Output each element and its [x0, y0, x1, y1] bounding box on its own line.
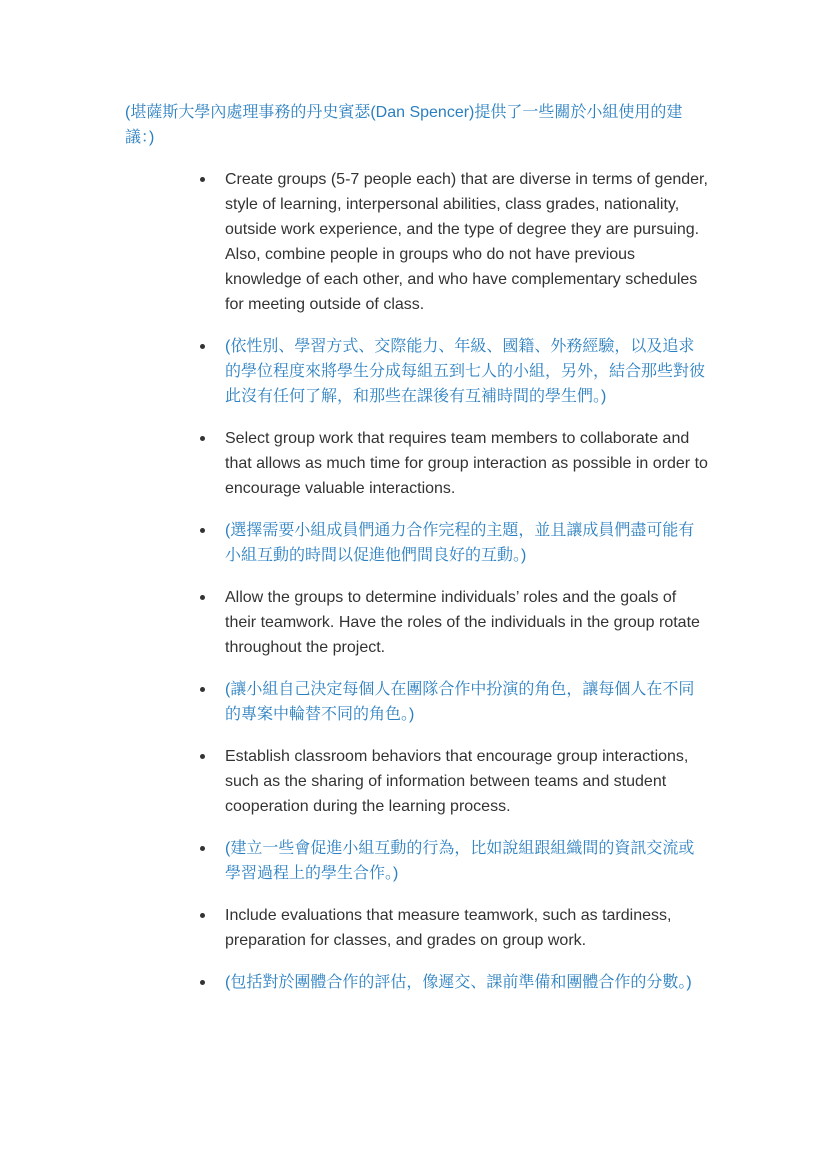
- bullet-icon: [200, 344, 205, 349]
- list-item-chinese: [200, 970, 710, 995]
- bullet-icon: [200, 846, 205, 851]
- list-item-text: (建立一些會促進小組互動的行為，比如說組跟組織間的資訊交流或學習過程上的學生合作。): [225, 840, 695, 882]
- bullet-icon: [200, 436, 205, 441]
- list-item-text: (選擇需要小組成員們通力合作完程的主題，並且讓成員們盡可能有小組互動的時間以促進他們間良好的互動。): [225, 522, 695, 564]
- list-item-text: Establish classroom behaviors that encourage group interactions, such as the sharing of information between teams and student cooperation during the learning process.: [225, 748, 689, 815]
- bullet-icon: [200, 754, 205, 759]
- list-item-chinese: [200, 836, 710, 886]
- list-item-english: [200, 744, 710, 819]
- intro-paragraph: (堪薩斯大學內處理事務的丹史賓瑟(Dan Spencer)提供了一些關於小組使用的建議：): [125, 104, 683, 146]
- list-item-text: Allow the groups to determine individuals’ roles and the goals of their teamwork. Have the roles of the individuals in the group rotate throughout the project.: [225, 589, 700, 656]
- bullet-icon: [200, 687, 205, 692]
- list-item-text: Include evaluations that measure teamwork, such as tardiness, preparation for classes, and grades on group work.: [225, 907, 672, 949]
- list-item-text: Create groups (5-7 people each) that are diverse in terms of gender, style of learning, interpersonal abilities, class grades, nationality, outside work experience, and the type of degree they are pursuing. Also, combine people in groups who do not have previous knowledge of each other, and who have complementary schedules for meeting outside of class.: [225, 171, 708, 313]
- bullet-icon: [200, 913, 205, 918]
- list-item-chinese: [200, 334, 710, 409]
- list-item-text: (包括對於團體合作的評估，像遲交、課前準備和團體合作的分數。): [225, 974, 692, 991]
- list-item-text: Select group work that requires team members to collaborate and that allows as much time for group interaction as possible in order to encourage valuable interactions.: [225, 430, 708, 497]
- list-item-text: (依性別、學習方式、交際能力、年級、國籍、外務經驗，以及追求的學位程度來將學生分成每組五到七人的小組，另外，結合那些對彼此沒有任何了解，和那些在課後有互補時間的學生們。): [225, 338, 706, 405]
- bullet-list: [200, 167, 710, 1012]
- bullet-icon: [200, 528, 205, 533]
- list-item-english: [200, 167, 710, 317]
- list-item-english: [200, 903, 710, 953]
- bullet-icon: [200, 595, 205, 600]
- list-item-text: (讓小組自己決定每個人在團隊合作中扮演的角色，讓每個人在不同的專案中輪替不同的角色。): [225, 681, 695, 723]
- list-item-chinese: [200, 677, 710, 727]
- bullet-icon: [200, 177, 205, 182]
- list-item-chinese: [200, 518, 710, 568]
- bullet-icon: [200, 980, 205, 985]
- list-item-english: [200, 426, 710, 501]
- list-item-english: [200, 585, 710, 660]
